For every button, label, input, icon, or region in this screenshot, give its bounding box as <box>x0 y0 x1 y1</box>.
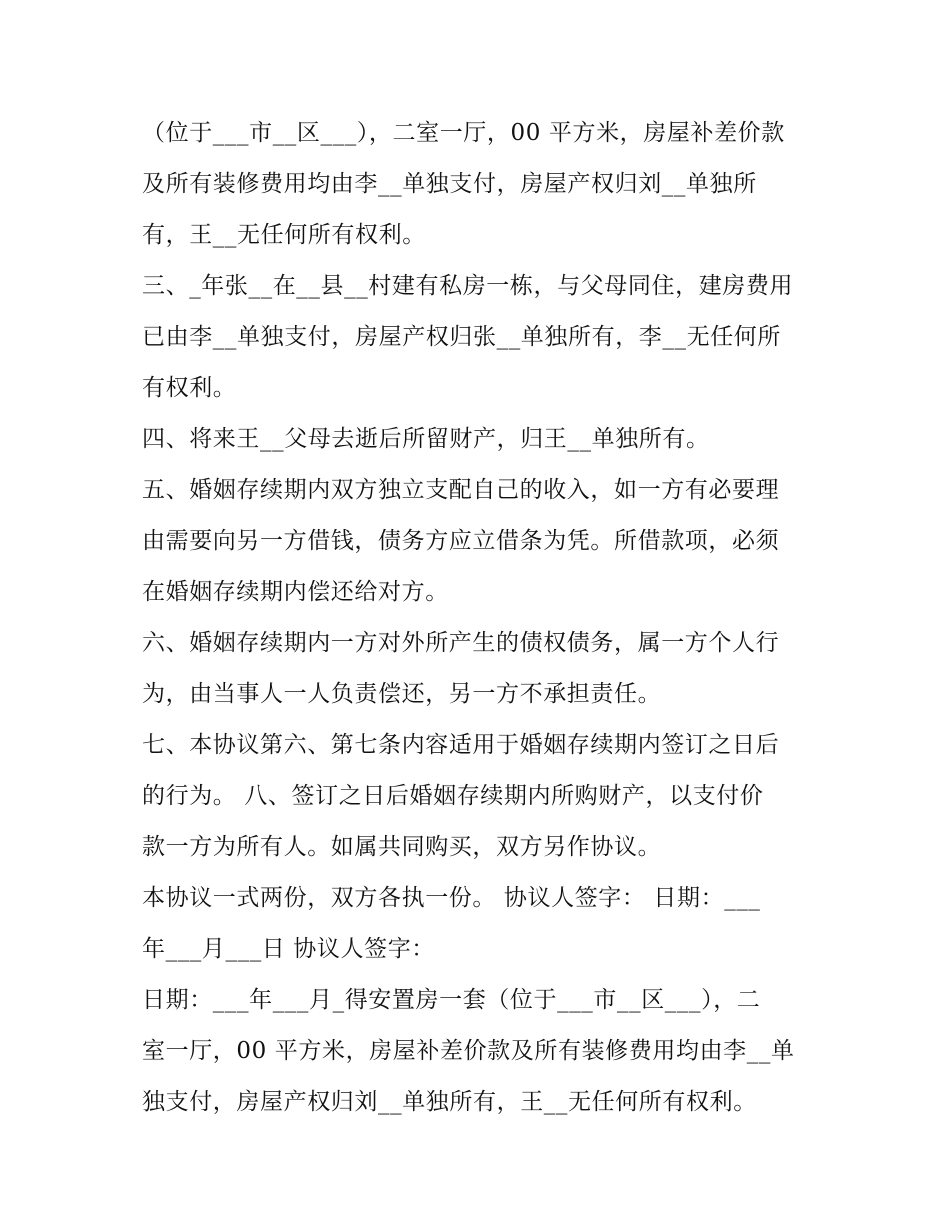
clause-seven: 七、本协议第六、第七条内容适用于婚姻存续期内签订之日后 <box>142 732 780 758</box>
clause-four: 四、将来王__父母去逝后所留财产，归王__单独所有。 <box>142 426 710 452</box>
text-line: 有权利。 <box>142 375 237 401</box>
clause-five: 五、婚姻存续期内双方独立支配自己的收入，如一方有必要理 <box>142 477 780 503</box>
agreement-text <box>142 108 822 1128</box>
text-line: 的行为。 八、签订之日后婚姻存续期内所购财产，以支付价 <box>142 783 764 809</box>
date-line: 日期：___年___月_得安置房一套（位于___市__区___），二 <box>142 987 761 1013</box>
text-line: 在婚姻存续期内偿还给对方。 <box>142 579 449 605</box>
text-line: 有，王__无任何所有权利。 <box>142 222 426 248</box>
text-line: 独支付，房屋产权归刘__单独所有，王__无任何所有权利。 <box>142 1089 757 1115</box>
text-line: 室一厅，00 平方米，房屋补差价款及所有装修费用均由李__单 <box>142 1038 795 1064</box>
text-line: 及所有装修费用均由李__单独支付，房屋产权归刘__单独所 <box>142 171 757 197</box>
text-line: 年___月___日 协议人签字： <box>142 936 435 962</box>
text-line: 由需要向另一方借钱，债务方应立借条为凭。所借款项，必须 <box>142 528 780 554</box>
clause-three: 三、_年张__在__县__村建有私房一栋，与父母同住，建房费用 <box>142 273 794 299</box>
text-line: 款一方为所有人。如属共同购买，双方另作协议。 <box>142 834 662 860</box>
clause-six: 六、婚姻存续期内一方对外所产生的债权债务，属一方个人行 <box>142 630 780 656</box>
text-line: 为，由当事人一人负责偿还，另一方不承担责任。 <box>142 681 662 707</box>
text-line: （位于___市__区___），二室一厅，00 平方米，房屋补差价款 <box>142 120 785 146</box>
text-line: 已由李__单独支付，房屋产权归张__单独所有，李__无任何所 <box>142 324 781 350</box>
signature-line: 本协议一式两份，双方各执一份。 协议人签字： 日期：___ <box>142 885 761 911</box>
